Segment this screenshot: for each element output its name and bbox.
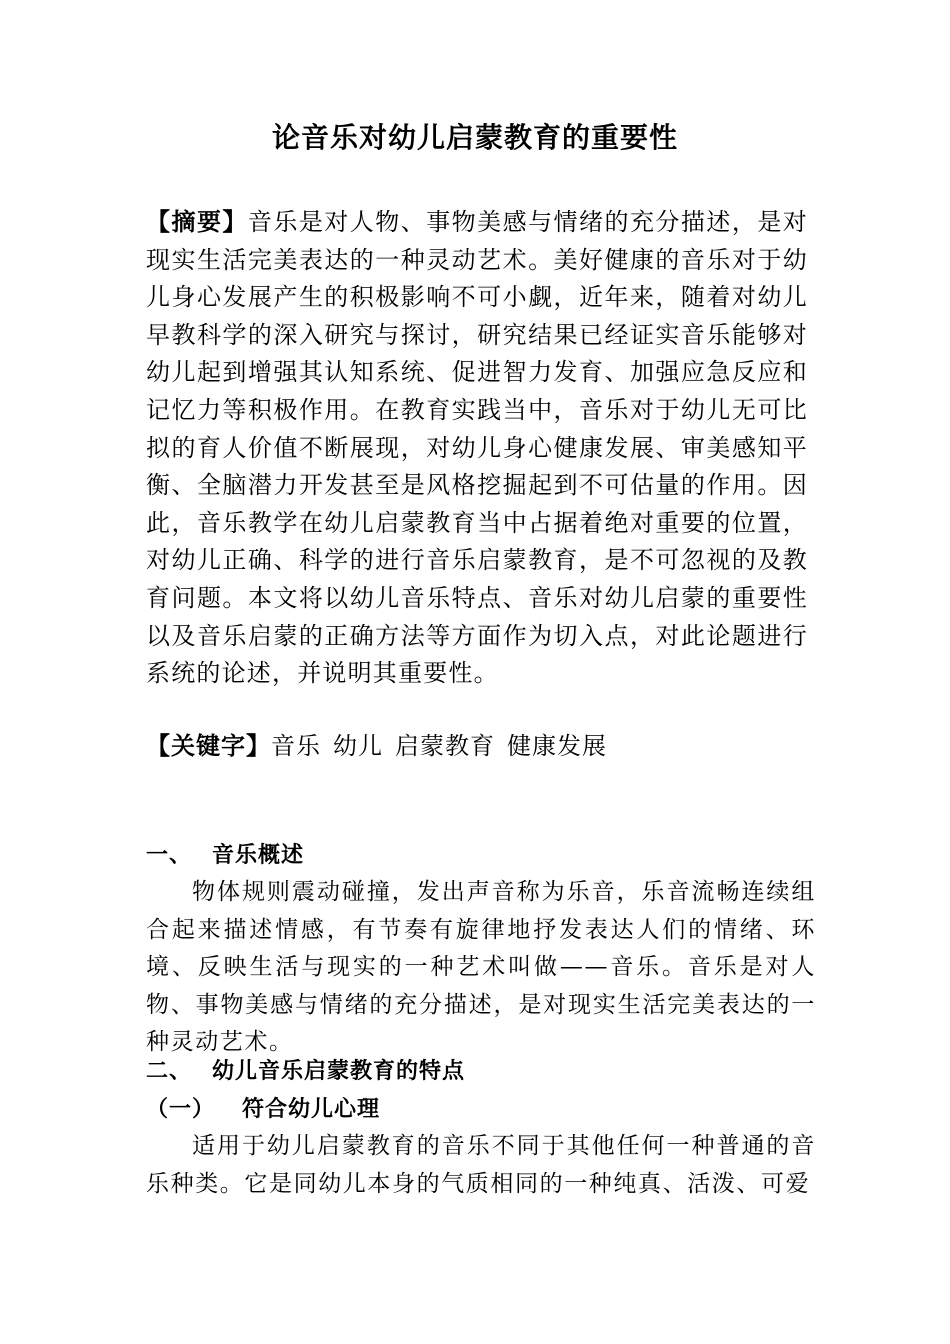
- abstract-paragraph: [146, 204, 808, 693]
- keywords-label: 【关键字】: [146, 732, 271, 760]
- section-title: 音乐概述: [212, 843, 305, 868]
- section-number: 二、: [146, 1059, 193, 1084]
- subsection-1: [146, 1092, 816, 1203]
- keyword-item: 幼儿: [333, 732, 383, 760]
- subsection-number: （一）: [146, 1097, 216, 1122]
- abstract-label: 【摘要】: [146, 208, 248, 236]
- subsection-paragraph: 适用于幼儿启蒙教育的音乐不同于其他任何一种普通的音乐种类。它是同幼儿本身的气质相同的一种纯真、活泼、可爱: [146, 1133, 816, 1197]
- section-heading: [146, 838, 816, 874]
- document-title: 论音乐对幼儿启蒙教育的重要性: [271, 121, 678, 154]
- section-2: [146, 1054, 816, 1090]
- abstract-text: 音乐是对人物、事物美感与情绪的充分描述，是对现实生活完美表达的一种灵动艺术。美好健康的音乐对于幼儿身心发展产生的积极影响不可小觑，近年来，随着对幼儿早教科学的深入研究与探讨，研究结果已经证实音乐能够对幼儿起到增强其认知系统、促进智力发育、加强应急反应和记忆力等积极作用。在教育实践当中，音乐对于幼儿无可比拟的育人价值不断展现，对幼儿身心健康发展、审美感知平衡、全脑潜力开发甚至是风格挖掘起到不可估量的作用。因此，音乐教学在幼儿启蒙教育当中占据着绝对重要的位置，对幼儿正确、科学的进行音乐启蒙教育，是不可忽视的及教育问题。本文将以幼儿音乐特点、音乐对幼儿启蒙的重要性以及音乐启蒙的正确方法等方面作为切入点，对此论题进行系统的论述，并说明其重要性。: [146, 208, 808, 688]
- subsection-heading: [146, 1092, 816, 1128]
- keyword-item: 启蒙教育: [395, 732, 495, 760]
- section-1: [146, 838, 816, 1062]
- section-title: 幼儿音乐启蒙教育的特点: [212, 1059, 466, 1084]
- section-paragraph: 物体规则震动碰撞，发出声音称为乐音，乐音流畅连续组合起来描述情感，有节奏有旋律地抒发表达人们的情绪、环境、反映生活与现实的一种艺术叫做——音乐。音乐是对人物、事物美感与情绪的充分描述，是对现实生活完美表达的一种灵动艺术。: [146, 879, 816, 1056]
- keyword-item: 健康发展: [507, 732, 607, 760]
- keywords-line: [146, 728, 808, 766]
- section-heading: [146, 1054, 816, 1090]
- section-number: 一、: [146, 843, 193, 868]
- keyword-item: 音乐: [271, 732, 321, 760]
- subsection-title: 符合幼儿心理: [242, 1097, 381, 1122]
